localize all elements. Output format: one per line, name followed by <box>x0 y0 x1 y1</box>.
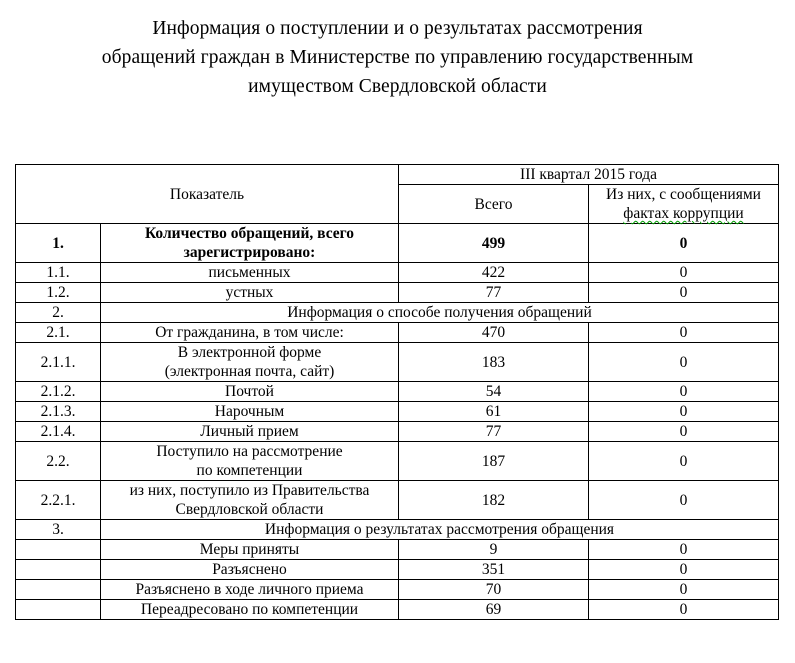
header-indicator: Показатель <box>16 165 399 224</box>
row-label <box>101 283 399 303</box>
row-corruption-value: 0 <box>589 580 779 600</box>
row-number <box>16 560 101 580</box>
row-label-line: В электронной форме <box>177 344 322 361</box>
table-row <box>16 442 779 481</box>
row-number: 3. <box>16 520 101 540</box>
row-label-line: письменных <box>208 264 291 281</box>
row-label <box>101 402 399 422</box>
row-label-line: Разъяснено <box>212 561 287 578</box>
row-total-value: 54 <box>399 382 589 402</box>
row-corruption-value: 0 <box>589 560 779 580</box>
row-total-value: 182 <box>399 481 589 520</box>
row-label-line: Разъяснено в ходе личного приема <box>135 581 364 598</box>
header-corruption-line-1: Из них, с сообщениями <box>606 186 761 203</box>
row-number: 2. <box>16 303 101 323</box>
section-title: Информация о способе получения обращений <box>101 303 779 323</box>
row-label-line: Свердловской области <box>175 501 324 518</box>
row-label-line: Количество обращений, всего <box>144 225 355 242</box>
row-corruption-value: 0 <box>589 224 779 263</box>
row-corruption-value: 0 <box>589 283 779 303</box>
table-row <box>16 600 779 620</box>
table-row <box>16 224 779 263</box>
row-corruption-value: 0 <box>589 263 779 283</box>
row-corruption-value: 0 <box>589 343 779 382</box>
table-row <box>16 263 779 283</box>
page-title <box>70 14 725 101</box>
row-number <box>16 580 101 600</box>
row-corruption-value: 0 <box>589 382 779 402</box>
row-number: 2.1.2. <box>16 382 101 402</box>
page-title-line-1: Информация о поступлении и о результатах рассмотрения <box>152 18 643 39</box>
row-total-value: 77 <box>399 283 589 303</box>
header-corruption-line-2: фактах коррупции <box>623 205 744 222</box>
row-label-line: (электронная почта, сайт) <box>164 363 335 380</box>
table-row <box>16 540 779 560</box>
row-total-value: 70 <box>399 580 589 600</box>
row-label-line: Почтой <box>225 383 274 400</box>
row-label <box>101 323 399 343</box>
row-number: 1.1. <box>16 263 101 283</box>
page-title-line-2: обращений граждан в Министерстве по управлению государственным <box>101 47 694 68</box>
row-number: 2.1.1. <box>16 343 101 382</box>
row-number: 2.2.1. <box>16 481 101 520</box>
row-label-line: Нарочным <box>214 403 285 420</box>
row-label <box>101 600 399 620</box>
row-label-line: Личный прием <box>200 423 299 440</box>
header-period: III квартал 2015 года <box>399 165 779 185</box>
row-number: 1. <box>16 224 101 263</box>
table-row <box>16 520 779 540</box>
table-row <box>16 422 779 442</box>
row-label-line: по компетенции <box>196 462 303 479</box>
row-label <box>101 224 399 263</box>
row-total-value: 187 <box>399 442 589 481</box>
row-number <box>16 600 101 620</box>
table-row <box>16 283 779 303</box>
row-number: 2.1.4. <box>16 422 101 442</box>
row-total-value: 69 <box>399 600 589 620</box>
row-label <box>101 422 399 442</box>
row-number <box>16 540 101 560</box>
row-label-line: из них, поступило из Правительства <box>129 482 370 499</box>
row-number: 1.2. <box>16 283 101 303</box>
row-label <box>101 540 399 560</box>
row-label-line: Меры приняты <box>199 541 300 558</box>
row-total-value: 499 <box>399 224 589 263</box>
row-total-value: 183 <box>399 343 589 382</box>
row-label-line: Поступило на рассмотрение <box>156 443 343 460</box>
report-table <box>15 164 779 620</box>
row-total-value: 351 <box>399 560 589 580</box>
row-number: 2.2. <box>16 442 101 481</box>
row-number: 2.1.3. <box>16 402 101 422</box>
row-label-line: устных <box>225 284 274 301</box>
row-label <box>101 382 399 402</box>
row-number: 2.1. <box>16 323 101 343</box>
row-corruption-value: 0 <box>589 442 779 481</box>
table-row <box>16 303 779 323</box>
row-label-line: От гражданина, в том числе: <box>155 324 344 341</box>
row-label-line: Переадресовано по компетенции <box>140 601 359 618</box>
table-row <box>16 343 779 382</box>
row-label <box>101 263 399 283</box>
row-total-value: 9 <box>399 540 589 560</box>
row-label-line: зарегистрировано: <box>183 244 316 261</box>
table-row <box>16 481 779 520</box>
row-total-value: 422 <box>399 263 589 283</box>
row-total-value: 77 <box>399 422 589 442</box>
table-row <box>16 382 779 402</box>
row-label <box>101 442 399 481</box>
table-row <box>16 580 779 600</box>
table-body <box>16 224 779 620</box>
section-title: Информация о результатах рассмотрения обращения <box>101 520 779 540</box>
table-row <box>16 402 779 422</box>
row-corruption-value: 0 <box>589 481 779 520</box>
row-corruption-value: 0 <box>589 540 779 560</box>
row-label <box>101 343 399 382</box>
page-title-line-3: имуществом Свердловской области <box>248 76 547 97</box>
header-total: Всего <box>399 185 589 224</box>
table-header-row-1 <box>16 165 779 185</box>
row-corruption-value: 0 <box>589 600 779 620</box>
table-header <box>16 165 779 224</box>
row-label <box>101 481 399 520</box>
table-row <box>16 560 779 580</box>
row-label <box>101 560 399 580</box>
row-corruption-value: 0 <box>589 402 779 422</box>
row-total-value: 61 <box>399 402 589 422</box>
header-corruption <box>589 185 779 224</box>
report-table-container <box>15 164 778 620</box>
row-total-value: 470 <box>399 323 589 343</box>
row-corruption-value: 0 <box>589 422 779 442</box>
row-label <box>101 580 399 600</box>
table-row <box>16 323 779 343</box>
row-corruption-value: 0 <box>589 323 779 343</box>
